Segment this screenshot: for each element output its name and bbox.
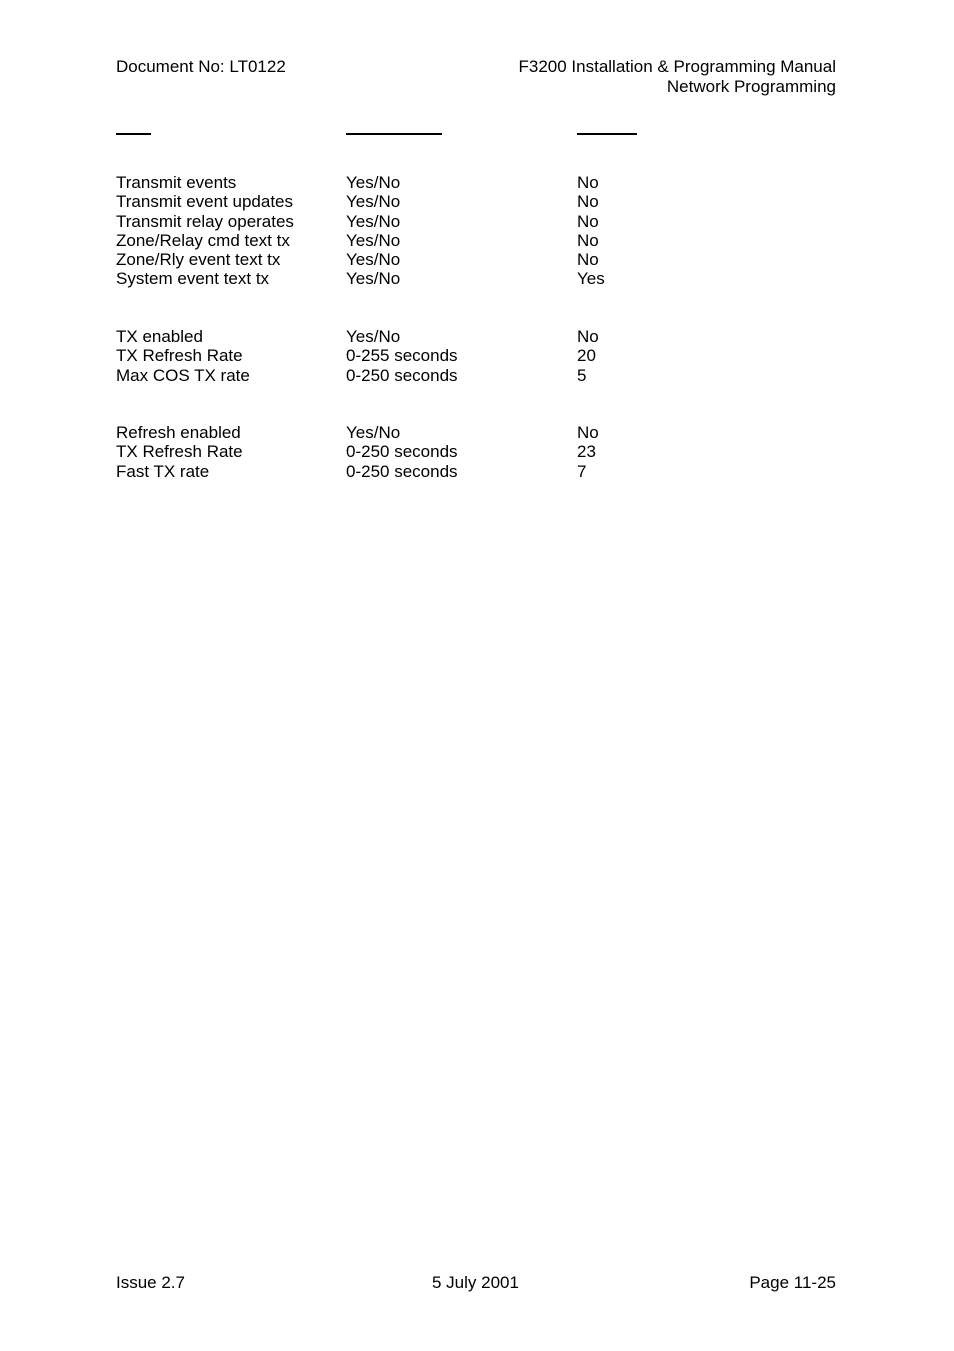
name-column-rule xyxy=(116,133,151,135)
setting-range: Yes/No xyxy=(346,423,401,442)
setting-name: TX Refresh Rate xyxy=(116,442,243,462)
setting-name: Zone/Relay cmd text tx xyxy=(116,230,290,250)
setting-row xyxy=(116,442,816,461)
setting-name: TX Refresh Rate xyxy=(116,346,243,366)
setting-default: No xyxy=(577,211,599,231)
setting-range: Yes/No xyxy=(346,269,401,289)
range-column-rule xyxy=(346,133,442,135)
setting-row xyxy=(116,269,816,288)
setting-row xyxy=(116,366,816,385)
setting-range: 0-250 seconds xyxy=(346,442,458,462)
page-footer xyxy=(0,1273,954,1295)
setting-default: No xyxy=(577,173,599,192)
setting-range: 0-255 seconds xyxy=(346,346,458,366)
issue-number: Issue 2.7 xyxy=(116,1273,185,1292)
manual-title: F3200 Installation & Programming Manual xyxy=(518,57,836,76)
setting-row xyxy=(116,327,816,346)
default-column-rule xyxy=(577,133,637,135)
setting-range: Yes/No xyxy=(346,173,401,192)
page-header-titles xyxy=(519,57,837,97)
setting-name: System event text tx xyxy=(116,269,270,289)
setting-name: Transmit relay operates xyxy=(116,211,294,231)
setting-row xyxy=(116,231,816,250)
settings-group-events xyxy=(116,173,816,289)
setting-range: Yes/No xyxy=(346,230,401,250)
setting-default: No xyxy=(577,250,599,270)
setting-default: No xyxy=(577,327,599,346)
setting-default: 7 xyxy=(577,461,587,481)
settings-group-refresh xyxy=(116,423,816,481)
setting-row xyxy=(116,173,816,192)
page-number: Page 11-25 xyxy=(749,1273,836,1292)
setting-default: No xyxy=(577,192,599,212)
setting-range: Yes/No xyxy=(346,211,401,231)
setting-name: Max COS TX rate xyxy=(116,365,250,385)
setting-range: Yes/No xyxy=(346,192,401,212)
document-number: Document No: LT0122 xyxy=(116,57,286,76)
setting-row xyxy=(116,462,816,481)
setting-name: Transmit event updates xyxy=(116,192,294,212)
setting-range: 0-250 seconds xyxy=(346,365,458,385)
setting-row xyxy=(116,212,816,231)
setting-row xyxy=(116,346,816,365)
setting-row xyxy=(116,250,816,269)
settings-group-tx xyxy=(116,327,816,385)
setting-range: Yes/No xyxy=(346,327,401,346)
column-header-rules xyxy=(0,133,954,136)
setting-name: Fast TX rate xyxy=(116,461,210,481)
setting-range: Yes/No xyxy=(346,250,401,270)
setting-name: Refresh enabled xyxy=(116,423,241,442)
setting-default: 20 xyxy=(577,346,596,366)
setting-default: No xyxy=(577,423,599,442)
setting-name: Transmit events xyxy=(116,173,237,192)
setting-row xyxy=(116,423,816,442)
setting-default: 5 xyxy=(577,365,587,385)
setting-default: 23 xyxy=(577,442,596,462)
setting-row xyxy=(116,192,816,211)
issue-date: 5 July 2001 xyxy=(432,1273,519,1292)
setting-name: Zone/Rly event text tx xyxy=(116,250,281,270)
section-title: Network Programming xyxy=(666,77,836,96)
setting-name: TX enabled xyxy=(116,327,203,346)
setting-default: No xyxy=(577,230,599,250)
setting-default: Yes xyxy=(577,269,605,289)
setting-range: 0-250 seconds xyxy=(346,461,458,481)
